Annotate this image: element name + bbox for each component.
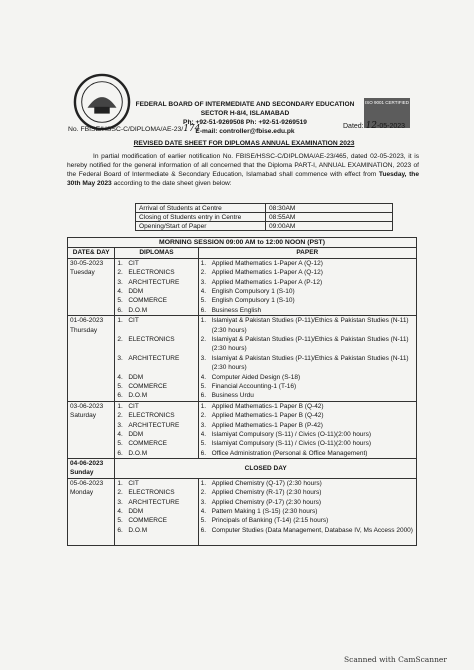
paper-name: English Compulsory 1 (S-10) (211, 297, 295, 305)
papers-cell (198, 258, 416, 315)
item-number: 3. (117, 354, 123, 362)
diplomas-cell (115, 258, 198, 315)
item-number: 2. (117, 269, 123, 277)
org-address: SECTOR H-8/4, ISLAMABAD (200, 110, 290, 117)
diploma-item (117, 421, 195, 430)
session-heading: MORNING SESSION 09:00 AM to 12:00 NOON (PST) (68, 238, 417, 248)
paper-name: Islamiyat Compulsory (S-11) / Civics (O-11)(2:00 hours) (211, 440, 372, 448)
item-number: 1. (200, 402, 207, 410)
papers-cell (198, 316, 416, 402)
item-number: 5. (117, 440, 123, 448)
timing-label: Arrival of Students at Centre (136, 204, 266, 213)
diploma-name: D.O.M (128, 449, 148, 457)
row-date: 30-05-2023 (70, 259, 104, 267)
diploma-item (117, 287, 195, 296)
item-number: 2. (200, 412, 207, 420)
item-number: 4. (117, 373, 123, 381)
paper-name: Applied Mathematics 1-Paper A (Q-12) (211, 259, 323, 267)
reference-number (68, 124, 200, 134)
diploma-name: D.O.M (128, 526, 148, 534)
item-number: 3. (200, 421, 207, 429)
diploma-name: CIT (128, 317, 139, 325)
row-date: 03-06-2023 (70, 402, 104, 410)
page-title: REVISED DATE SHEET FOR DIPLOMAS ANNUAL EXAMINATION 2023 (133, 140, 355, 147)
paper-item (201, 335, 414, 354)
item-number: 4. (200, 430, 207, 438)
row-day: Saturday (70, 412, 97, 420)
item-number: 2. (200, 269, 207, 277)
paper-name: Islamiyat & Pakistan Studies (P-11)/Ethics & Pakistan Studies (N-11) (2:30 hours) (211, 335, 409, 353)
para-part-1: In partial modification of earlier notification No. FBISE/HSSC-C/DIPLOMA/AE-23/465, dated 02-05-2023, it is hereby notified for the general information of all concerned that the Diploma PART-I, ANNUAL EXAMINATION, 2023 of the Federal Board of Intermediate & Secondary Education, Islamabad shall commence with effect from (67, 153, 419, 179)
paper-item (201, 488, 414, 497)
paper-item (201, 382, 414, 391)
diploma-name: ARCHITECTURE (128, 354, 180, 362)
paper-name: Computer Aided Design (S-18) (211, 373, 301, 381)
diploma-item (117, 526, 195, 545)
timing-value: 08:30AM (266, 204, 393, 213)
paper-name: Business English (211, 306, 262, 314)
paper-item (201, 287, 414, 296)
diploma-item (117, 488, 195, 497)
item-number: 6. (117, 449, 123, 457)
diploma-name: DDM (128, 373, 144, 381)
paper-name: Islamiyat & Pakistan Studies (P-11)/Ethics & Pakistan Studies (N-11) (2:30 hours) (211, 354, 409, 372)
diploma-item (117, 268, 195, 277)
diploma-item (117, 411, 195, 420)
papers-cell (198, 401, 416, 458)
diplomas-cell (115, 316, 198, 402)
reference-text: No. FBISE/HSSC-C/DIPLOMA/AE-23/ (68, 126, 184, 133)
paper-item (201, 268, 414, 277)
paper-item (201, 516, 414, 525)
diploma-item (117, 402, 195, 411)
paper-item (201, 373, 414, 382)
diploma-name: ELECTRONICS (128, 489, 175, 497)
diploma-item (117, 391, 195, 400)
diploma-item (117, 516, 195, 525)
item-number: 1. (117, 317, 123, 325)
row-date: 01-06-2023 (70, 317, 104, 325)
item-number: 5. (200, 517, 207, 525)
item-number: 4. (117, 287, 123, 295)
header-date: DATE& DAY (68, 248, 115, 258)
item-number: 4. (117, 508, 123, 516)
date-line (343, 121, 405, 131)
paper-name: Principals of Banking (T-14) (2:15 hours) (211, 517, 329, 525)
paper-name: Applied Mathematics 1-Paper A (Q-12) (211, 269, 323, 277)
timing-label: Closing of Students entry in Centre (136, 213, 266, 222)
paper-item (201, 354, 414, 373)
diploma-item (117, 507, 195, 516)
diploma-name: CIT (128, 402, 139, 410)
reference-handwritten: 174 (183, 124, 201, 134)
paper-name: Office Administration (Personal & Office Management) (211, 449, 368, 457)
item-number: 3. (117, 498, 123, 506)
paper-item (201, 402, 414, 411)
org-name: FEDERAL BOARD OF INTERMEDIATE AND SECONDARY EDUCATION (135, 101, 355, 108)
diploma-name: CIT (128, 259, 139, 267)
paper-name: Applied Mathematics-1 Paper B (P-42) (211, 421, 323, 429)
diploma-name: DDM (128, 287, 144, 295)
row-day: Sunday (70, 469, 94, 477)
diploma-item (117, 479, 195, 488)
item-number: 2. (117, 335, 123, 343)
timing-value: 08:55AM (266, 213, 393, 222)
item-number: 2. (200, 489, 207, 497)
paper-name: Applied Mathematics-1 Paper B (Q-42) (211, 412, 324, 420)
diploma-item (117, 373, 195, 382)
paper-name: Applied Chemistry (Q-17) (2:30 hours) (211, 479, 322, 487)
diploma-item (117, 449, 195, 458)
papers-cell (198, 478, 416, 545)
item-number: 1. (200, 479, 207, 487)
timing-value: 09:00AM (266, 222, 393, 231)
diploma-name: CIT (128, 479, 139, 487)
header-paper: PAPER (198, 248, 416, 258)
diploma-item (117, 382, 195, 391)
timing-row (136, 204, 393, 213)
item-number: 5. (200, 297, 207, 305)
item-number: 5. (200, 440, 207, 448)
item-number: 1. (117, 402, 123, 410)
diploma-item (117, 498, 195, 507)
item-number: 3. (200, 354, 207, 362)
row-day: Thursday (70, 326, 98, 334)
notification-paragraph (67, 152, 419, 188)
paper-name: Islamiyat Compulsory (S-11) / Civics (O-11)(2:00 hours) (211, 430, 372, 438)
diploma-name: ELECTRONICS (128, 269, 175, 277)
diploma-item (117, 439, 195, 448)
timing-table (135, 203, 393, 231)
diplomas-cell (115, 401, 198, 458)
item-number: 4. (200, 287, 207, 295)
paper-item (201, 430, 414, 439)
paper-item (201, 411, 414, 420)
paper-name: Business Urdu (211, 392, 254, 400)
item-number: 4. (200, 508, 207, 516)
paper-item (201, 526, 414, 545)
diploma-name: COMMERCE (128, 382, 167, 390)
paper-name: Applied Chemistry (R-17) (2:30 hours) (211, 489, 322, 497)
diploma-name: COMMERCE (128, 517, 167, 525)
row-day: Tuesday (70, 269, 95, 277)
diploma-item (117, 259, 195, 268)
item-number: 1. (200, 317, 207, 325)
paper-name: Islamiyat & Pakistan Studies (P-11)/Ethics & Pakistan Studies (N-11) (2:30 hours) (211, 317, 409, 334)
para-part-2: according to the date sheet given below: (113, 180, 232, 188)
diploma-item (117, 316, 195, 335)
item-number: 5. (200, 382, 207, 390)
org-phone: Ph: +92-51-9269508 Ph: +92-51-9269519 (183, 119, 307, 126)
diploma-name: ARCHITECTURE (128, 498, 180, 506)
diploma-name: ELECTRONICS (128, 412, 175, 420)
diploma-item (117, 430, 195, 439)
diploma-name: ARCHITECTURE (128, 278, 180, 286)
item-number: 6. (200, 392, 207, 400)
paper-item (201, 306, 414, 315)
diploma-name: D.O.M (128, 392, 148, 400)
item-number: 6. (200, 526, 207, 534)
diploma-item (117, 335, 195, 354)
item-number: 5. (117, 517, 123, 525)
org-email: E-mail: controller@fbise.edu.pk (195, 128, 295, 135)
diplomas-cell (115, 478, 198, 545)
paper-item (201, 449, 414, 458)
diploma-item (117, 306, 195, 315)
diploma-name: ARCHITECTURE (128, 421, 180, 429)
date-sheet-table (67, 237, 417, 546)
diploma-item (117, 296, 195, 305)
column-headers (68, 248, 417, 258)
item-number: 6. (117, 392, 123, 400)
item-number: 1. (117, 259, 123, 267)
diploma-item (117, 278, 195, 287)
closed-day: CLOSED DAY (115, 459, 417, 479)
paper-name: Applied Mathematics-1 Paper B (Q-42) (211, 402, 324, 410)
item-number: 6. (200, 306, 207, 314)
timing-row (136, 213, 393, 222)
item-number: 3. (200, 278, 207, 286)
item-number: 2. (117, 412, 123, 420)
schedule-body (68, 258, 417, 545)
dated-rest: -05-2023 (377, 123, 406, 130)
item-number: 6. (117, 526, 123, 534)
item-number: 3. (117, 278, 123, 286)
item-number: 6. (200, 449, 207, 457)
item-number: 3. (200, 498, 207, 506)
timing-label: Opening/Start of Paper (136, 222, 266, 231)
dated-label: Dated: (343, 123, 364, 130)
para-bold: Tuesday, the 30th May 2023 (67, 171, 419, 188)
diploma-name: COMMERCE (128, 297, 167, 305)
paper-name: Applied Mathematics 1-Paper A (P-12) (211, 278, 323, 286)
item-number: 3. (117, 421, 123, 429)
item-number: 2. (200, 335, 207, 343)
table-row (68, 258, 417, 315)
paper-item (201, 316, 414, 335)
paper-item (201, 479, 414, 488)
table-row (68, 478, 417, 545)
table-row (68, 459, 417, 479)
paper-name: English Compulsory 1 (S-10) (211, 287, 295, 295)
paper-item (201, 296, 414, 305)
paper-item (201, 259, 414, 268)
item-number: 1. (200, 259, 207, 267)
paper-item (201, 507, 414, 516)
iso-text: ISO 9001 CERTIFIED (365, 100, 409, 105)
header-diplomas: DIPLOMAS (115, 248, 198, 258)
paper-name: Pattern Making 1 (S-15) (2:30 hours) (211, 508, 318, 516)
diploma-name: DDM (128, 508, 144, 516)
scanner-watermark: Scanned with CamScanner (344, 655, 447, 664)
paper-item (201, 278, 414, 287)
item-number: 5. (117, 297, 123, 305)
item-number: 5. (117, 382, 123, 390)
paper-item (201, 391, 414, 400)
row-day: Monday (70, 489, 94, 497)
paper-item (201, 421, 414, 430)
paper-item (201, 439, 414, 448)
diploma-item (117, 354, 195, 373)
timing-row (136, 222, 393, 231)
row-date: 05-06-2023 (70, 479, 104, 487)
paper-name: Financial Accounting-1 (T-16) (211, 382, 297, 390)
item-number: 6. (117, 306, 123, 314)
item-number: 4. (200, 373, 207, 381)
table-row (68, 316, 417, 402)
item-number: 2. (117, 489, 123, 497)
diploma-name: COMMERCE (128, 440, 167, 448)
item-number: 4. (117, 430, 123, 438)
item-number: 1. (117, 479, 123, 487)
row-date: 04-06-2023 (70, 460, 104, 468)
diploma-name: DDM (128, 430, 144, 438)
dated-handwritten-day: 12 (365, 121, 378, 131)
paper-name: Computer Studies (Data Management, Database IV, Ms Access 2000) (211, 526, 413, 534)
table-row (68, 401, 417, 458)
diploma-name: D.O.M (128, 306, 148, 314)
diploma-name: ELECTRONICS (128, 335, 175, 343)
paper-item (201, 498, 414, 507)
paper-name: Applied Chemistry (P-17) (2:30 hours) (211, 498, 322, 506)
